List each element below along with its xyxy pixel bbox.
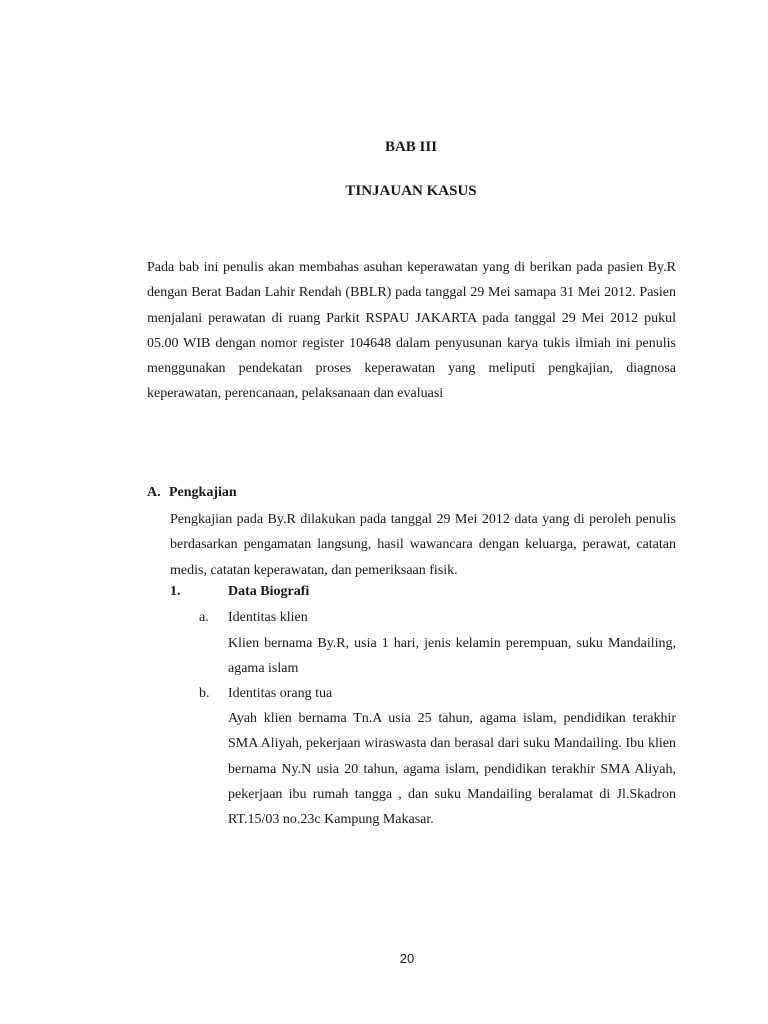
item-a-letter: a. <box>199 610 209 625</box>
page-number: 20 <box>399 951 415 966</box>
item-b-heading <box>199 684 332 704</box>
subsection-1-title: Data Biografi <box>228 584 310 599</box>
chapter-title: BAB III <box>384 139 438 155</box>
item-a-label: Identitas klien <box>228 610 308 625</box>
chapter-subtitle: TINJAUAN KASUS <box>345 183 477 199</box>
item-a-heading <box>199 608 308 628</box>
item-b-label: Identitas orang tua <box>228 686 333 701</box>
intro-paragraph: Pada bab ini penulis akan membahas asuhan keperawatan yang di berikan pada pasien By.R dengan Berat Badan Lahir Rendah (BBLR) pada tanggal 29 Mei samapa 31 Mei 2012. Pasien menjalani perawatan di ruang Parkit RSPAU JAKARTA pada tanggal 29 Mei 2012 pukul 05.00 WIB dengan nomor register 104648 dalam penyusunan karya tukis ilmiah ini penulis menggunakan pendekatan proses keperawatan yang meliputi pengkajian, diagnosa keperawatan, perencanaan, pelaksanaan dan evaluasi <box>147 260 676 402</box>
subsection-1-heading <box>170 582 309 602</box>
item-b-letter: b. <box>199 686 210 701</box>
item-a-text: Klien bernama By.R, usia 1 hari, jenis kelamin perempuan, suku Mandailing, agama islam <box>228 636 676 677</box>
subsection-1-number: 1. <box>170 584 181 599</box>
section-a-body: Pengkajian pada By.R dilakukan pada tanggal 29 Mei 2012 data yang di peroleh penulis berdasarkan pengamatan langsung, hasil wawancara dengan keluarga, perawat, catatan medis, catatan keperawatan, dan pemeriksaan fisik. <box>170 512 676 578</box>
item-b-text: Ayah klien bernama Tn.A usia 25 tahun, agama islam, pendidikan terakhir SMA Aliyah, pekerjaan wiraswasta dan berasal dari suku Mandailing. Ibu klien bernama Ny.N usia 20 tahun, agama islam, pendidikan terakhir SMA Aliyah, pekerjaan ibu rumah tangga , dan suku Mandailing beralamat di Jl.Skadron RT.15/03 no.23c Kampung Makasar. <box>228 711 676 828</box>
section-a-number: A. <box>147 485 161 500</box>
section-a-title: Pengkajian <box>169 485 237 500</box>
section-a-heading <box>147 483 237 503</box>
